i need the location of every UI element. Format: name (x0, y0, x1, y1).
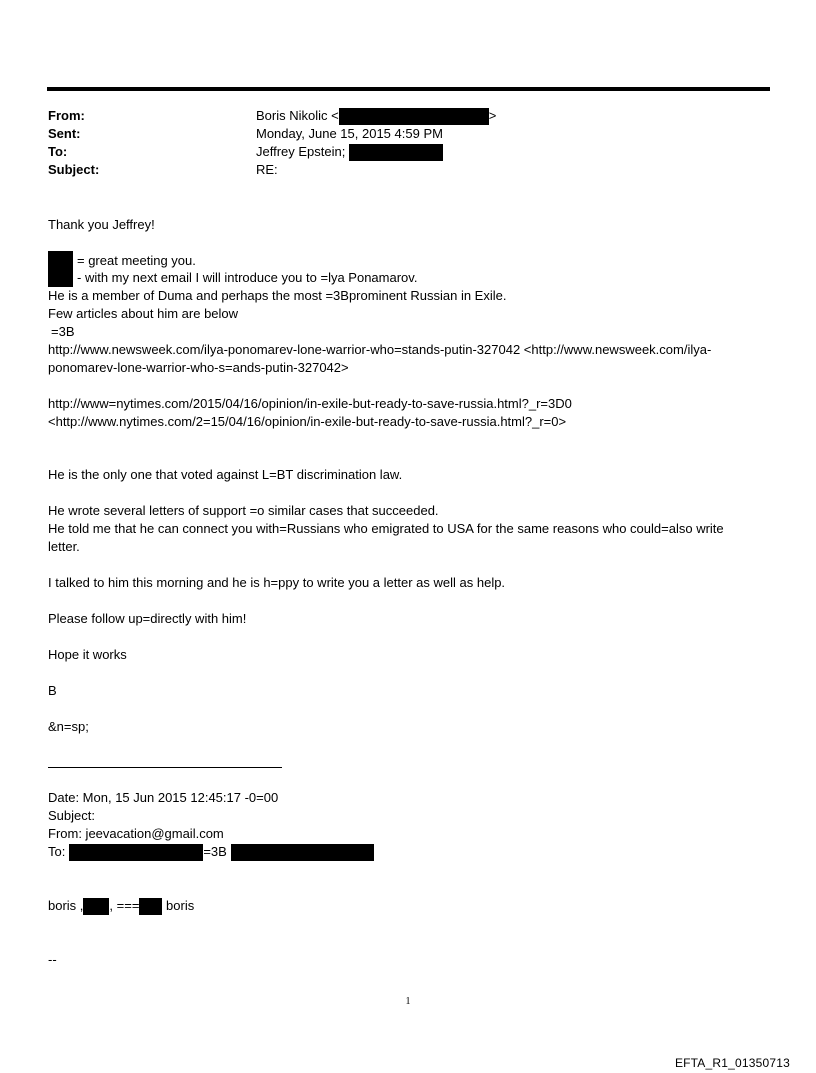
quoted-to-mid: =3B (203, 844, 227, 859)
nytimes-link: http://www=nytimes.com/2015/04/16/opinion/in-exile-but-ready-to-save-russia.html?_r=3D0 (48, 396, 572, 411)
body-line-nbsp: &n=sp; (48, 719, 89, 734)
body-signature: B (48, 683, 57, 698)
sent-value: Monday, June 15, 2015 4:59 PM (256, 126, 443, 141)
subject-label: Subject: (48, 162, 100, 177)
quoted-subject: Subject: (48, 808, 95, 823)
to-label: To: (48, 144, 68, 159)
quoted-boris-a: boris , (48, 898, 84, 913)
body-line-letter: letter. (48, 539, 80, 554)
redaction-box (349, 144, 443, 161)
quoted-date: Date: Mon, 15 Jun 2015 12:45:17 -0=00 (48, 790, 279, 805)
redaction-box (139, 898, 162, 915)
body-line-hope: Hope it works (48, 647, 127, 662)
quote-separator (48, 767, 282, 768)
quoted-from: From: jeevacation@gmail.com (48, 826, 224, 841)
body-line-letters: He wrote several letters of support =o similar cases that succeeded. (48, 503, 439, 518)
from-value (256, 107, 496, 125)
greeting: Thank you Jeffrey! (48, 217, 155, 232)
quoted-boris-b: , === (109, 898, 140, 913)
quoted-to (48, 843, 374, 861)
body-line-follow: Please follow up=directly with him! (48, 611, 247, 626)
newsweek-link: http://www.newsweek.com/ilya-ponomarev-lone-warrior-who=stands-putin-327042 <http://www.newsweek.com/ilya- (48, 342, 712, 357)
body-line-duma: He is a member of Duma and perhaps the most =3Bprominent Russian in Exile. (48, 288, 507, 303)
body-line-voted: He is the only one that voted against L=BT discrimination law. (48, 467, 403, 482)
body-line-meeting: = great meeting you. (77, 253, 196, 268)
to-name: Jeffrey Epstein; (256, 144, 346, 159)
quoted-boris-c: boris (166, 898, 195, 913)
header-rule (47, 87, 770, 91)
redaction-box (83, 898, 109, 915)
sent-label: Sent: (48, 126, 81, 141)
body-line-talked: I talked to him this morning and he is h=ppy to write you a letter as well as help. (48, 575, 506, 590)
signature-dashes: -- (48, 952, 57, 967)
newsweek-link-cont: ponomarev-lone-warrior-who-s=ands-putin-327042> (48, 360, 349, 375)
body-line-articles: Few articles about him are below (48, 306, 239, 321)
subject-value: RE: (256, 162, 278, 177)
body-line-3b: =3B (51, 324, 75, 339)
document-id: EFTA_R1_01350713 (674, 1056, 790, 1070)
redaction-box (231, 844, 374, 861)
body-line-connect: He told me that he can connect you with=Russians who emigrated to USA for the same reasons who could=also write (48, 521, 724, 536)
redaction-box (339, 108, 489, 125)
from-name: Boris Nikolic < (256, 108, 339, 123)
nytimes-link-cont: <http://www.nytimes.com/2=15/04/16/opinion/in-exile-but-ready-to-save-russia.html?_r=0> (48, 414, 567, 429)
quoted-greeting (48, 897, 194, 915)
to-value (256, 143, 443, 161)
quoted-to-label: To: (48, 844, 66, 859)
redaction-box (69, 844, 203, 861)
page-number: 1 (405, 996, 411, 1007)
body-line-intro: - with my next email I will introduce you to =lya Ponamarov. (77, 270, 418, 285)
from-label: From: (48, 108, 85, 123)
redaction-box (48, 251, 73, 287)
from-close: > (488, 108, 497, 123)
